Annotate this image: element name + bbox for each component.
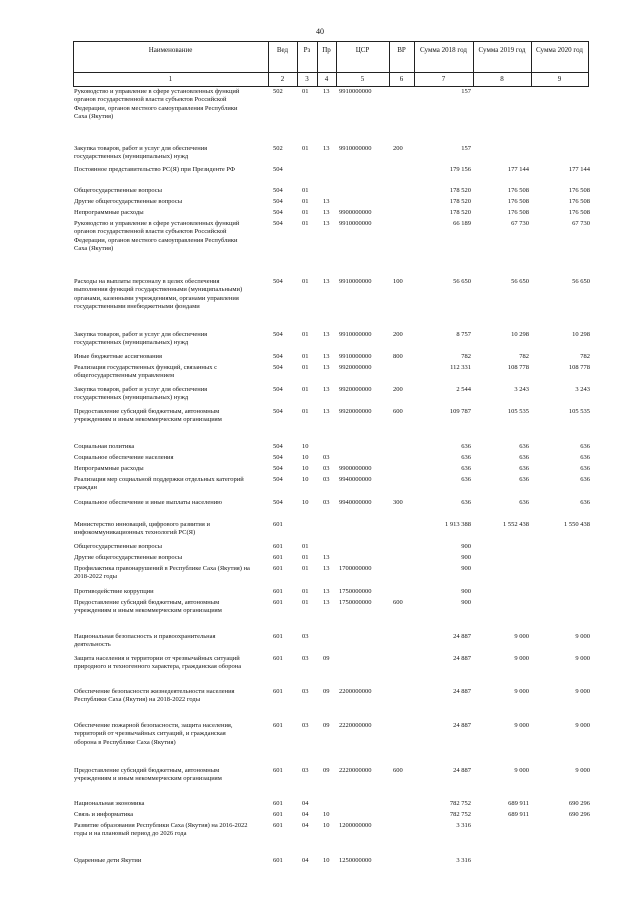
- row-name: Реализация государственных функций, связанных с общегосударственным управлением: [74, 364, 218, 380]
- row-name: Закупка товаров, работ и услуг для обеспечения государственных (муниципальных) нужд: [74, 331, 208, 347]
- row-sum-2018: 178 520: [449, 209, 471, 216]
- row-csr: 9920000000: [339, 408, 372, 415]
- row-rz: 01: [302, 408, 309, 415]
- row-sum-2018: 900: [461, 554, 471, 561]
- row-vr: 200: [393, 386, 403, 393]
- row-sum-2019: 636: [519, 465, 529, 472]
- row-sum-2019: 176 508: [507, 187, 529, 194]
- row-csr: 1700000000: [339, 565, 372, 572]
- row-vid: 601: [273, 521, 283, 528]
- row-rz: 01: [302, 88, 309, 95]
- row-name: Руководство и управление в сфере установленных функций органов государственной власти субъектов Российской Федерации, органов местного самоуправления Республики Саха (Якутия): [74, 88, 240, 121]
- row-name: Постоянное представительство РС(Я) при Президенте РФ: [74, 166, 236, 173]
- row-name: Социальная политика: [74, 443, 135, 450]
- row-sum-2019: 689 911: [508, 811, 529, 818]
- row-vr: 300: [393, 499, 403, 506]
- row-sum-2019: 105 535: [507, 408, 529, 415]
- row-vid: 601: [273, 599, 283, 606]
- row-vr: 800: [393, 353, 403, 360]
- row-rz: 03: [302, 767, 309, 774]
- row-sum-2018: 782 752: [449, 800, 471, 807]
- row-sum-2019: 689 911: [508, 800, 529, 807]
- row-name: Закупка товаров, работ и услуг для обеспечения государственных (муниципальных) нужд: [74, 145, 208, 161]
- row-pr: 13: [323, 353, 330, 360]
- row-rz: 03: [302, 722, 309, 729]
- row-rz: 01: [302, 364, 309, 371]
- row-name: Предоставление субсидий бюджетным, автономным учреждениям и иным некоммерческим организациям: [74, 767, 222, 783]
- header-sum-2019: Сумма 2019 год: [478, 46, 526, 54]
- row-sum-2018: 24 887: [453, 655, 471, 662]
- row-vid: 504: [273, 166, 283, 173]
- row-name: Предоставление субсидий бюджетным, автономным учреждениям и иным некоммерческим организациям: [74, 408, 222, 424]
- row-vid: 601: [273, 811, 283, 818]
- row-sum-2019: 782: [519, 353, 529, 360]
- row-sum-2020: 67 730: [572, 220, 590, 227]
- row-vid: 504: [273, 278, 283, 285]
- row-name: Министерство инноваций, цифрового развития и инфокоммуникационных технологий РС(Я): [74, 521, 210, 537]
- row-pr: 09: [323, 767, 330, 774]
- row-csr: 1200000000: [339, 822, 372, 829]
- row-csr: 9910000000: [339, 220, 372, 227]
- column-number: 2: [280, 75, 285, 83]
- row-name: Реализация мер социальной поддержки отдельных категорий граждан: [74, 476, 244, 492]
- row-rz: 03: [302, 633, 309, 640]
- row-pr: 03: [323, 465, 330, 472]
- row-csr: 9940000000: [339, 476, 372, 483]
- row-vid: 504: [273, 364, 283, 371]
- row-pr: 13: [323, 386, 330, 393]
- row-vid: 504: [273, 476, 283, 483]
- row-sum-2018: 782: [461, 353, 471, 360]
- row-csr: 1750000000: [339, 599, 372, 606]
- row-sum-2018: 636: [461, 443, 471, 450]
- row-vid: 601: [273, 633, 283, 640]
- row-rz: 04: [302, 822, 309, 829]
- row-pr: 13: [323, 364, 330, 371]
- row-name: Противодействие коррупции: [74, 588, 154, 595]
- row-vid: 504: [273, 331, 283, 338]
- row-pr: 09: [323, 722, 330, 729]
- row-sum-2019: 56 650: [511, 278, 529, 285]
- row-sum-2020: 10 298: [572, 331, 590, 338]
- row-csr: 2200000000: [339, 688, 372, 695]
- row-vid: 601: [273, 767, 283, 774]
- row-rz: 01: [302, 209, 309, 216]
- row-pr: 13: [323, 209, 330, 216]
- row-name: Развитие образования Республики Саха (Якутия) на 2016-2022 годы и на плановый период до 2026 года: [74, 822, 248, 838]
- row-name: Непрограммные расходы: [74, 209, 144, 216]
- row-sum-2020: 9 000: [575, 722, 590, 729]
- row-sum-2019: 636: [519, 443, 529, 450]
- row-rz: 10: [302, 476, 309, 483]
- row-name: Одаренные дети Якутии: [74, 857, 142, 864]
- row-vid: 601: [273, 565, 283, 572]
- row-sum-2018: 179 156: [449, 166, 471, 173]
- row-rz: 01: [302, 565, 309, 572]
- row-name: Общегосударственные вопросы: [74, 543, 163, 550]
- column-number: 4: [324, 75, 329, 83]
- column-number: 3: [305, 75, 309, 83]
- row-sum-2018: 3 316: [456, 822, 471, 829]
- row-csr: 9910000000: [339, 331, 372, 338]
- row-vr: 200: [393, 145, 403, 152]
- row-name: Социальное обеспечение населения: [74, 454, 174, 461]
- row-sum-2020: 690 296: [568, 800, 590, 807]
- header-csr: ЦСР: [355, 46, 370, 54]
- header-rz: Рз: [303, 46, 311, 54]
- row-sum-2018: 8 757: [456, 331, 471, 338]
- page-number: 40: [316, 27, 324, 36]
- row-sum-2020: 1 550 438: [564, 521, 590, 528]
- row-csr: 2220000000: [339, 722, 372, 729]
- row-name: Профилактика правонарушений в Республике Саха (Якутия) на 2018-2022 годы: [74, 565, 250, 581]
- column-number: 8: [500, 75, 504, 83]
- row-rz: 01: [302, 278, 309, 285]
- row-vr: 100: [393, 278, 403, 285]
- row-name: Национальная безопасность и правоохранительная деятельность: [74, 633, 216, 649]
- row-sum-2019: 636: [519, 476, 529, 483]
- row-rz: 01: [302, 554, 309, 561]
- row-sum-2018: 178 520: [449, 198, 471, 205]
- row-pr: 13: [323, 88, 330, 95]
- row-sum-2018: 3 316: [456, 857, 471, 864]
- row-vid: 502: [273, 145, 283, 152]
- header-divider: [588, 42, 589, 86]
- row-sum-2020: 9 000: [575, 688, 590, 695]
- row-pr: 09: [323, 688, 330, 695]
- row-sum-2020: 108 778: [568, 364, 590, 371]
- row-pr: 10: [323, 857, 330, 864]
- row-vid: 504: [273, 353, 283, 360]
- row-sum-2020: 636: [580, 499, 590, 506]
- row-rz: 10: [302, 454, 309, 461]
- row-csr: 9910000000: [339, 353, 372, 360]
- row-vr: 600: [393, 408, 403, 415]
- row-sum-2018: 900: [461, 588, 471, 595]
- row-csr: 9910000000: [339, 88, 372, 95]
- row-sum-2020: 177 144: [568, 166, 590, 173]
- table-header: [73, 41, 589, 87]
- column-number: 6: [399, 75, 404, 83]
- row-vid: 504: [273, 408, 283, 415]
- row-pr: 13: [323, 565, 330, 572]
- row-rz: 01: [302, 220, 309, 227]
- row-vid: 504: [273, 209, 283, 216]
- row-sum-2018: 109 787: [449, 408, 471, 415]
- row-sum-2019: 176 508: [507, 209, 529, 216]
- row-rz: 04: [302, 857, 309, 864]
- row-sum-2018: 157: [461, 88, 471, 95]
- row-sum-2019: 9 000: [514, 655, 529, 662]
- row-rz: 01: [302, 198, 309, 205]
- row-name: Другие общегосударственные вопросы: [74, 198, 183, 205]
- row-name: Обеспечение безопасности жизнедеятельности населения Республики Саха (Якутия) на 2018-2022 годы: [74, 688, 235, 704]
- row-csr: 1250000000: [339, 857, 372, 864]
- row-rz: 04: [302, 811, 309, 818]
- header-vr: ВР: [397, 46, 406, 54]
- row-sum-2020: 690 296: [568, 811, 590, 818]
- row-vid: 504: [273, 499, 283, 506]
- row-rz: 10: [302, 465, 309, 472]
- row-sum-2020: 56 650: [572, 278, 590, 285]
- row-name: Расходы на выплаты персоналу в целях обеспечения выполнения функций государственными (муниципальными) органами, казенными учреждениями, органами управления государственными внебюджетными фондами: [74, 278, 243, 311]
- row-rz: 01: [302, 386, 309, 393]
- row-sum-2018: 2 544: [456, 386, 471, 393]
- row-vr: 200: [393, 331, 403, 338]
- row-vid: 504: [273, 386, 283, 393]
- row-sum-2019: 1 552 438: [503, 521, 529, 528]
- row-rz: 10: [302, 499, 309, 506]
- row-rz: 01: [302, 588, 309, 595]
- row-name: Непрограммные расходы: [74, 465, 144, 472]
- row-pr: 13: [323, 198, 330, 205]
- row-sum-2019: 9 000: [514, 688, 529, 695]
- row-sum-2020: 176 508: [568, 187, 590, 194]
- row-csr: 2220000000: [339, 767, 372, 774]
- header-name: Наименование: [148, 46, 193, 54]
- row-sum-2019: 176 508: [507, 198, 529, 205]
- row-vid: 601: [273, 688, 283, 695]
- row-pr: 13: [323, 588, 330, 595]
- column-number: 9: [557, 75, 562, 83]
- row-pr: 10: [323, 811, 330, 818]
- row-vid: 601: [273, 588, 283, 595]
- row-name: Общегосударственные вопросы: [74, 187, 163, 194]
- row-vid: 504: [273, 465, 283, 472]
- row-name: Национальная экономика: [74, 800, 145, 807]
- row-sum-2018: 636: [461, 454, 471, 461]
- row-sum-2020: 782: [580, 353, 590, 360]
- row-vid: 504: [273, 187, 283, 194]
- row-name: Иные бюджетные ассигнования: [74, 353, 163, 360]
- row-csr: 9920000000: [339, 364, 372, 371]
- row-name: Защита населения и территории от чрезвычайных ситуаций природного и техногенного характера, гражданская оборона: [74, 655, 242, 671]
- row-rz: 01: [302, 353, 309, 360]
- row-sum-2019: 10 298: [511, 331, 529, 338]
- row-sum-2018: 24 887: [453, 633, 471, 640]
- row-vid: 504: [273, 443, 283, 450]
- row-sum-2018: 636: [461, 499, 471, 506]
- header-sum-2020: Сумма 2020 год: [536, 46, 583, 54]
- row-csr: 9910000000: [339, 278, 372, 285]
- row-pr: 10: [323, 822, 330, 829]
- row-sum-2018: 782 752: [449, 811, 471, 818]
- row-sum-2020: 636: [580, 454, 590, 461]
- row-sum-2018: 1 913 388: [445, 521, 471, 528]
- row-sum-2019: 3 243: [514, 386, 529, 393]
- row-csr: 9900000000: [339, 465, 372, 472]
- row-sum-2019: 177 144: [507, 166, 529, 173]
- column-number: 5: [360, 75, 365, 83]
- row-sum-2020: 176 508: [568, 198, 590, 205]
- row-sum-2018: 178 520: [449, 187, 471, 194]
- row-vid: 504: [273, 454, 283, 461]
- row-sum-2020: 636: [580, 476, 590, 483]
- row-sum-2019: 636: [519, 499, 529, 506]
- row-name: Обеспечение пожарной безопасности, защита населения, территорий от чрезвычайных ситуаций, и гражданская оборона в Республике Саха (Якутия): [74, 722, 233, 746]
- row-sum-2020: 105 535: [568, 408, 590, 415]
- row-vid: 504: [273, 220, 283, 227]
- row-sum-2020: 9 000: [575, 655, 590, 662]
- header-sum-2018: Сумма 2018 год: [420, 46, 467, 54]
- row-sum-2018: 24 887: [453, 767, 471, 774]
- row-csr: 1750000000: [339, 588, 372, 595]
- row-rz: 01: [302, 543, 309, 550]
- row-csr: 9900000000: [339, 209, 372, 216]
- row-vr: 600: [393, 767, 403, 774]
- row-csr: 9910000000: [339, 145, 372, 152]
- row-sum-2018: 636: [461, 465, 471, 472]
- row-sum-2018: 24 887: [453, 688, 471, 695]
- row-sum-2020: 9 000: [575, 767, 590, 774]
- row-sum-2018: 56 650: [453, 278, 471, 285]
- row-sum-2020: 176 508: [568, 209, 590, 216]
- row-pr: 09: [323, 655, 330, 662]
- row-sum-2020: 636: [580, 465, 590, 472]
- header-vid: Вед: [276, 46, 289, 54]
- row-rz: 04: [302, 800, 309, 807]
- row-sum-2018: 112 331: [450, 364, 471, 371]
- row-vid: 504: [273, 198, 283, 205]
- row-name: Руководство и управление в сфере установленных функций органов государственной власти субъектов Российской Федерации, органов местного самоуправления Республики Саха (Якутия): [74, 220, 240, 253]
- row-sum-2020: 3 243: [575, 386, 590, 393]
- row-name: Предоставление субсидий бюджетным, автономным учреждениям и иным некоммерческим организациям: [74, 599, 222, 615]
- row-vid: 601: [273, 655, 283, 662]
- row-sum-2020: 636: [580, 443, 590, 450]
- row-sum-2018: 157: [461, 145, 471, 152]
- row-pr: 13: [323, 278, 330, 285]
- row-sum-2018: 900: [461, 543, 471, 550]
- row-sum-2019: 108 778: [507, 364, 529, 371]
- row-csr: 9920000000: [339, 386, 372, 393]
- row-sum-2018: 900: [461, 599, 471, 606]
- row-sum-2020: 9 000: [575, 633, 590, 640]
- row-rz: 01: [302, 187, 309, 194]
- row-vr: 600: [393, 599, 403, 606]
- row-vid: 601: [273, 543, 283, 550]
- row-vid: 601: [273, 554, 283, 561]
- row-rz: 03: [302, 655, 309, 662]
- row-rz: 03: [302, 688, 309, 695]
- column-number: 7: [441, 75, 446, 83]
- row-name: Социальное обеспечение и иные выплаты населению: [74, 499, 223, 506]
- row-rz: 10: [302, 443, 309, 450]
- row-name: Другие общегосударственные вопросы: [74, 554, 183, 561]
- row-pr: 03: [323, 499, 330, 506]
- row-vid: 601: [273, 800, 283, 807]
- row-vid: 502: [273, 88, 283, 95]
- row-rz: 01: [302, 599, 309, 606]
- row-vid: 601: [273, 857, 283, 864]
- row-pr: 13: [323, 331, 330, 338]
- row-sum-2019: 9 000: [514, 633, 529, 640]
- row-sum-2019: 9 000: [514, 722, 529, 729]
- row-vid: 601: [273, 722, 283, 729]
- row-sum-2019: 636: [519, 454, 529, 461]
- row-pr: 13: [323, 599, 330, 606]
- row-vid: 601: [273, 822, 283, 829]
- row-pr: 03: [323, 476, 330, 483]
- row-name: Закупка товаров, работ и услуг для обеспечения государственных (муниципальных) нужд: [74, 386, 208, 402]
- row-rz: 01: [302, 331, 309, 338]
- header-separator: [73, 72, 589, 73]
- row-pr: 13: [323, 554, 330, 561]
- row-rz: 01: [302, 145, 309, 152]
- row-sum-2018: 900: [461, 565, 471, 572]
- header-pr: Пр: [322, 46, 331, 54]
- row-sum-2018: 24 887: [453, 722, 471, 729]
- row-pr: 13: [323, 408, 330, 415]
- row-sum-2018: 66 189: [453, 220, 471, 227]
- row-sum-2018: 636: [461, 476, 471, 483]
- column-number: 1: [168, 75, 173, 83]
- row-name: Связь и информатика: [74, 811, 134, 818]
- row-pr: 03: [323, 454, 330, 461]
- row-csr: 9940000000: [339, 499, 372, 506]
- row-sum-2019: 9 000: [514, 767, 529, 774]
- row-pr: 13: [323, 145, 330, 152]
- row-pr: 13: [323, 220, 330, 227]
- row-sum-2019: 67 730: [511, 220, 529, 227]
